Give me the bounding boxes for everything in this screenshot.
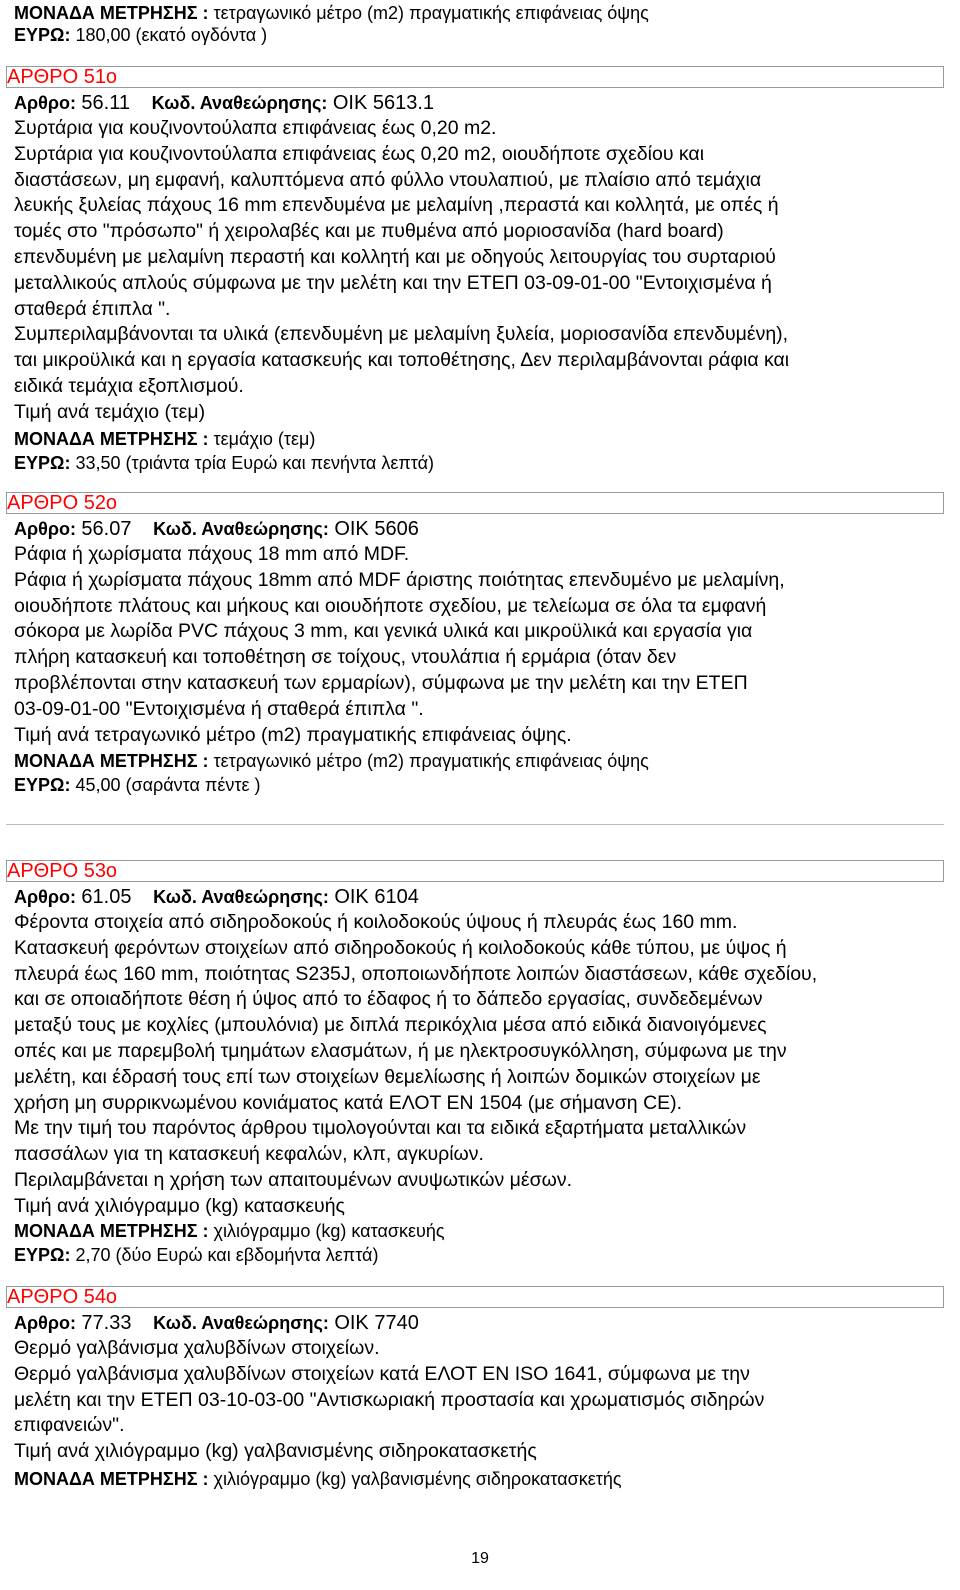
arthro-value: 61.05 xyxy=(81,886,132,908)
arthro-label: Αρθρο: xyxy=(14,887,76,907)
unit-label: ΜΟΝΑΔΑ ΜΕΤΡΗΣΗΣ : xyxy=(14,751,209,771)
arthro-value: 56.07 xyxy=(81,518,132,540)
unit-label: ΜΟΝΑΔΑ ΜΕΤΡΗΣΗΣ : xyxy=(14,3,209,23)
article-title: ΑΡΘΡΟ 52ο xyxy=(7,492,118,514)
article-code-row xyxy=(14,516,419,542)
description-line: και σε οποιαδήποτε θέση ή ύψος από το έδαφος ή το δάπεδο εργασίας, συνδεδεμένων xyxy=(14,988,763,1011)
euro-label: ΕΥΡΩ: xyxy=(14,1245,71,1265)
description-line: προβλέπονται στην κατασκευή των ερμαρίων), σύμφωνα με την μελέτη και την ΕΤΕΠ xyxy=(14,671,748,694)
description-line: μελέτη, και έδρασή τους επί των στοιχείων θεμελίωσης ή λοιπών δομικών στοιχείων με xyxy=(14,1065,761,1088)
unit-value: τεμάχιο (τεμ) xyxy=(213,429,316,449)
description-line: οπές και με παρεμβολή τμημάτων ελασμάτων, ή με ηλεκτροσυγκόλληση, σύμφωνα με την xyxy=(14,1039,787,1062)
unit-row xyxy=(14,1466,622,1492)
description-line: πασσάλων για τη κατασκευή κεφαλών, κλπ, αγκυρίων. xyxy=(14,1143,484,1166)
arthro-value: 56.11 xyxy=(81,92,130,114)
description-line: σόκορα με λωρίδα PVC πάχους 3 mm, και γενικά υλικά και μικροϋλικά και εργασία για xyxy=(14,620,753,643)
short-description: Φέροντα στοιχεία από σιδηροδοκούς ή κοιλοδοκούς ύψους ή πλευράς έως 160 mm. xyxy=(14,911,738,933)
description-line: επιφανειών". xyxy=(14,1414,125,1437)
section-divider xyxy=(6,824,944,825)
description-line: τομές στο "πρόσωπο" ή χειρολαβές και με πυθμένα από μοριοσανίδα (hard board) xyxy=(14,220,724,243)
article-body xyxy=(14,1336,949,1465)
price-per-line: Τιμή ανά χιλιόγραμμο (kg) γαλβανισμένης σιδηροκατασκετής xyxy=(14,1440,537,1463)
description-line: μεταξύ τους με κοχλίες (μπουλόνια) με διπλά περικόχλια μέσα από ειδικά διανοιγόμενες xyxy=(14,1014,767,1037)
article-code-row xyxy=(14,1310,419,1336)
arthro-value: 77.33 xyxy=(81,1312,132,1334)
euro-value: 180,00 (εκατό ογδόντα ) xyxy=(75,25,268,45)
description-line: ειδικά τεμάχια εξοπλισμού. xyxy=(14,374,244,397)
article-body xyxy=(14,542,949,748)
article-title: ΑΡΘΡΟ 53ο xyxy=(7,860,118,882)
description-line: λευκής ξυλείας πάχους 16 mm επενδυμένα με μελαμίνη ,περαστά και κολλητά, με οπές ή xyxy=(14,194,779,217)
unit-row xyxy=(14,1218,445,1244)
description-line: οιουδήποτε πλάτους και μήκους και οιουδήποτε σχεδίου, με τελείωμα σε όλα τα εμφανή xyxy=(14,594,767,617)
article-header-box xyxy=(6,66,944,88)
description-line: πλήρη κατασκευή και τοποθέτηση σε τοίχους, ντουλάπια ή ερμάρια (όταν δεν xyxy=(14,646,677,669)
arthro-label: Αρθρο: xyxy=(14,1313,76,1333)
description-line: Ράφια ή χωρίσματα πάχους 18mm από MDF άριστης ποιότητας επενδυμένο με μελαμίνη, xyxy=(14,568,785,591)
euro-row xyxy=(14,772,261,798)
article-code-row xyxy=(14,884,419,910)
unit-value: τετραγωνικό μέτρο (m2) πραγματικής επιφάνειας όψης xyxy=(213,751,649,771)
description-line: Συρτάρια για κουζινοντούλαπα επιφάνειας έως 0,20 m2, οιουδήποτε σχεδίου και xyxy=(14,142,705,165)
euro-value: 45,00 (σαράντα πέντε ) xyxy=(75,775,261,795)
euro-value: 33,50 (τριάντα τρία Ευρώ και πενήντα λεπτά) xyxy=(75,453,435,473)
short-description: Συρτάρια για κουζινοντούλαπα επιφάνειας έως 0,20 m2. xyxy=(14,117,497,139)
article-code-row xyxy=(14,90,434,116)
code-value: ΟΙΚ 7740 xyxy=(334,1312,419,1334)
article-body xyxy=(14,116,949,426)
unit-row xyxy=(14,748,649,774)
price-per-line: Τιμή ανά χιλιόγραμμο (kg) κατασκευής xyxy=(14,1194,345,1217)
description-line: Συμπεριλαμβάνονται τα υλικά (επενδυμένη με μελαμίνη ξυλεία, μοριοσανίδα επενδυμένη), xyxy=(14,323,789,346)
unit-value: χιλιόγραμμο (kg) κατασκευής xyxy=(213,1221,445,1241)
description-line: μελέτη και την ΕΤΕΠ 03-10-03-00 "Αντισκωριακή προστασία και χρωματισμός σιδηρών xyxy=(14,1388,765,1411)
article-header-box xyxy=(6,860,944,882)
unit-label: ΜΟΝΑΔΑ ΜΕΤΡΗΣΗΣ : xyxy=(14,1469,209,1489)
unit-row xyxy=(14,426,315,452)
description-line: μεταλλικούς απλούς σύμφωνα με την μελέτη και την ΕΤΕΠ 03-09-01-00 "Εντοιχισμένα ή xyxy=(14,271,772,294)
description-line: ται μικροϋλικά και η εργασία κατασκευής και τοποθέτησης, Δεν περιλαμβάνονται ράφια και xyxy=(14,349,790,372)
code-label: Κωδ. Αναθεώρησης: xyxy=(153,519,329,539)
article-title: ΑΡΘΡΟ 51ο xyxy=(7,66,118,88)
article-header-box xyxy=(6,492,944,514)
euro-label: ΕΥΡΩ: xyxy=(14,25,71,45)
unit-value: χιλιόγραμμο (kg) γαλβανισμένης σιδηροκατασκετής xyxy=(213,1469,622,1489)
short-description: Ράφια ή χωρίσματα πάχους 18 mm από MDF. xyxy=(14,543,410,565)
arthro-label: Αρθρο: xyxy=(14,519,76,539)
code-label: Κωδ. Αναθεώρησης: xyxy=(153,887,329,907)
unit-label: ΜΟΝΑΔΑ ΜΕΤΡΗΣΗΣ : xyxy=(14,1221,209,1241)
unit-label: ΜΟΝΑΔΑ ΜΕΤΡΗΣΗΣ : xyxy=(14,429,209,449)
page-number: 19 xyxy=(471,1550,489,1567)
price-per-line: Τιμή ανά τετραγωνικό μέτρο (m2) πραγματικής επιφάνειας όψης. xyxy=(14,723,572,746)
euro-row xyxy=(14,1242,378,1268)
short-description: Θερμό γαλβάνισμα χαλυβδίνων στοιχείων. xyxy=(14,1337,380,1359)
article-body xyxy=(14,910,949,1220)
description-line: σταθερά έπιπλα ". xyxy=(14,297,171,320)
article-title: ΑΡΘΡΟ 54ο xyxy=(7,1286,118,1308)
description-line: Περιλαμβάνεται η χρήση των απαιτουμένων ανυψωτικών μέσων. xyxy=(14,1168,572,1191)
euro-row xyxy=(14,450,434,476)
euro-label: ΕΥΡΩ: xyxy=(14,775,71,795)
code-value: ΟΙΚ 6104 xyxy=(334,886,419,908)
description-line: διαστάσεων, μη εμφανή, καλυπτόμενα από φύλλο ντουλαπιού, με πλαίσιο από τεμάχια xyxy=(14,168,762,191)
description-line: επενδυμένη με μελαμίνη περαστή και κολλητή και με οδηγούς λειτουργίας του συρταριού xyxy=(14,245,776,268)
description-line: Θερμό γαλβάνισμα χαλυβδίνων στοιχείων κατά ΕΛΟΤ EN ISO 1641, σύμφωνα με την xyxy=(14,1362,750,1385)
article-header-box xyxy=(6,1286,944,1308)
description-line: πλευρά έως 160 mm, ποιότητας S235J, οποποιωνδήποτε λοιπών διαστάσεων, κάθε σχεδίου, xyxy=(14,962,818,985)
unit-value: τετραγωνικό μέτρο (m2) πραγματικής επιφάνειας όψης xyxy=(213,3,649,23)
code-label: Κωδ. Αναθεώρησης: xyxy=(151,93,328,113)
euro-value: 2,70 (δύο Ευρώ και εβδομήντα λεπτά) xyxy=(75,1245,379,1265)
description-line: 03-09-01-00 "Εντοιχισμένα ή σταθερά έπιπλα ". xyxy=(14,697,424,720)
code-label: Κωδ. Αναθεώρησης: xyxy=(153,1313,329,1333)
euro-label: ΕΥΡΩ: xyxy=(14,453,71,473)
description-line: Κατασκευή φερόντων στοιχείων από σιδηροδοκούς ή κοιλοδοκούς κάθε τύπου, με ύψος ή xyxy=(14,936,787,959)
description-line: Με την τιμή του παρόντος άρθρου τιμολογούνται και τα ειδικά εξαρτήματα μεταλλικών xyxy=(14,1117,747,1140)
price-per-line: Τιμή ανά τεμάχιο (τεμ) xyxy=(14,400,206,423)
code-value: ΟΙΚ 5613.1 xyxy=(332,92,435,114)
code-value: ΟΙΚ 5606 xyxy=(334,518,419,540)
description-line: χρήση μη συρρικνωμένου κονιάματος κατά ΕΛΟΤ EN 1504 (με σήμανση CE). xyxy=(14,1091,683,1114)
euro-row xyxy=(14,22,267,48)
arthro-label: Αρθρο: xyxy=(14,93,76,113)
